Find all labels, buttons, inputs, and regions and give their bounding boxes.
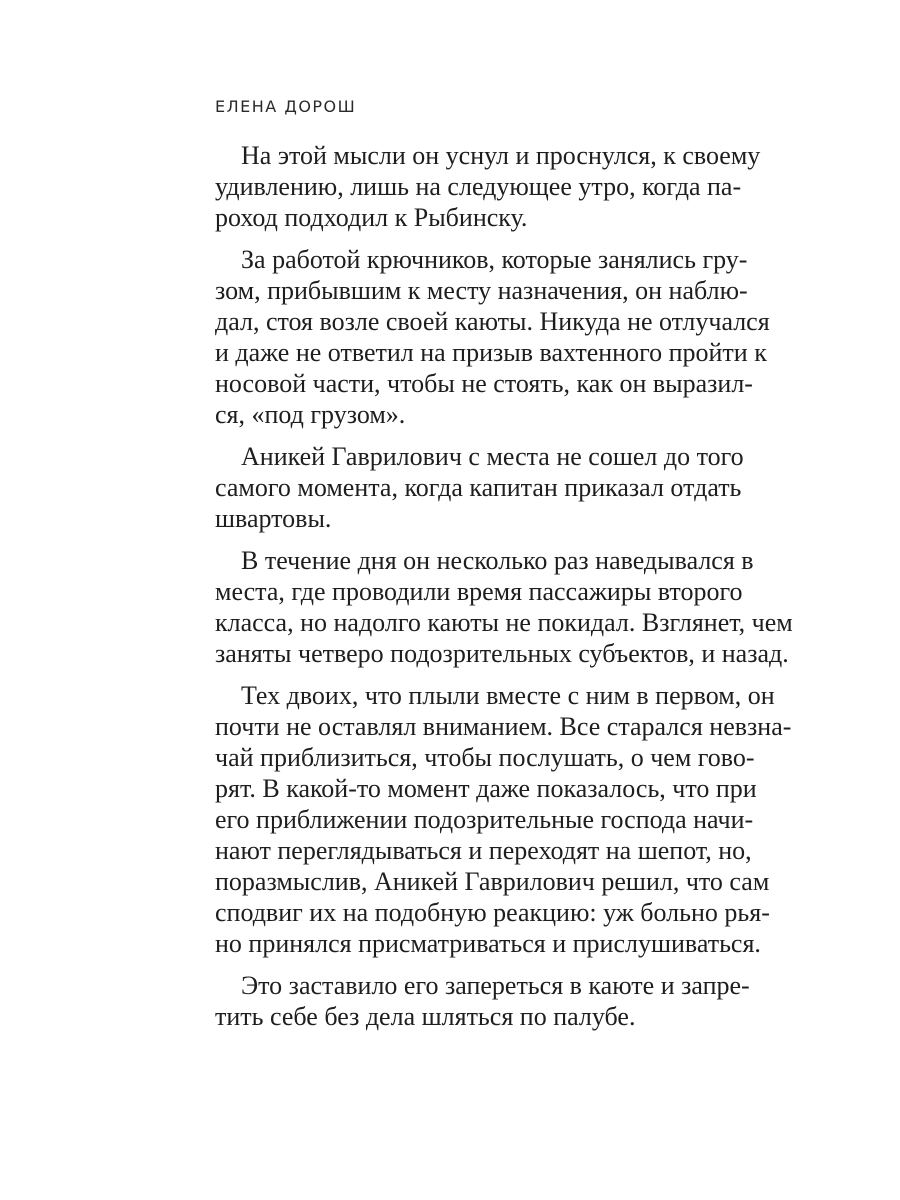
text-line: рят. В какой-то момент даже показалось, что при: [215, 774, 757, 803]
text-line: тить себе без дела шляться по палубе.: [215, 1002, 636, 1031]
text-line: На этой мысли он уснул и проснулся, к своему: [241, 141, 761, 170]
paragraph: [215, 244, 770, 430]
text-line: роход подходил к Рыбинску.: [215, 203, 528, 232]
text-line: Это заставило его запереться в каюте и запре-: [241, 971, 750, 1000]
text-line: поразмыслив, Аникей Гаврилович решил, что сам: [215, 867, 770, 896]
text-line: чай приблизиться, чтобы послушать, о чем гово-: [215, 743, 755, 772]
text-line: и даже не ответил на призыв вахтенного пройти к: [215, 338, 767, 367]
text-line: носовой части, чтобы не стоять, как он выразил-: [215, 369, 753, 398]
text-line: В течение дня он несколько раз наведывался в: [241, 546, 754, 575]
text-line: места, где проводили время пассажиры второго: [215, 577, 743, 606]
text-line: класса, но надолго каюты не покидал. Взглянет, чем: [215, 608, 793, 637]
paragraph: [215, 970, 750, 1032]
text-line: зом, прибывшим к месту назначения, он наблю-: [215, 276, 748, 305]
text-line: сподвиг их на подобную реакцию: уж больно рья-: [215, 898, 770, 927]
text-line: удивлению, лишь на следующее утро, когда па-: [215, 172, 742, 201]
text-line: нают переглядываться и переходят на шепот, но,: [215, 836, 752, 865]
text-line: Тех двоих, что плыли вместе с ним в первом, он: [241, 681, 775, 710]
text-line: дал, стоя возле своей каюты. Никуда не отлучался: [215, 307, 770, 336]
text-line: самого момента, когда капитан приказал отдать: [215, 473, 742, 502]
text-line: но принялся присматриваться и прислушиваться.: [215, 929, 761, 958]
running-head: ЕЛЕНА ДОРОШ: [215, 97, 357, 116]
body-text: [215, 140, 793, 1043]
paragraph: [215, 680, 792, 959]
paragraph: [215, 441, 744, 534]
text-line: почти не оставлял вниманием. Все старался невзна-: [215, 712, 792, 741]
text-line: За работой крючников, которые занялись гру-: [241, 245, 748, 274]
text-line: заняты четверо подозрительных субъектов, и назад.: [215, 639, 789, 668]
text-line: Аникей Гаврилович с места не сошел до того: [241, 442, 744, 471]
text-line: швартовы.: [215, 504, 332, 533]
text-line: его приближении подозрительные господа начи-: [215, 805, 754, 834]
text-line: ся, «под грузом».: [215, 400, 406, 429]
paragraph: [215, 545, 793, 669]
paragraph: [215, 140, 761, 233]
